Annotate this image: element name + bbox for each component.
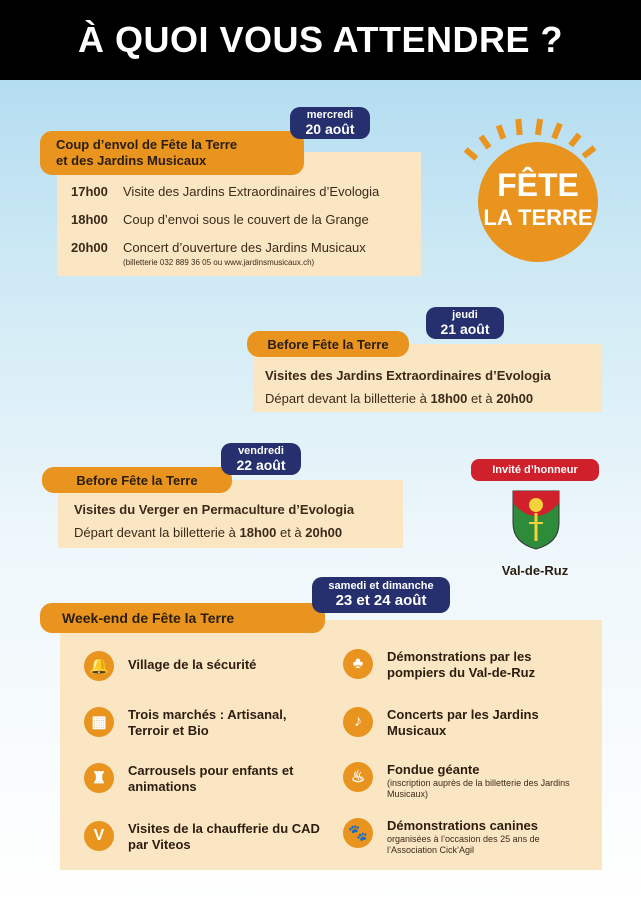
activity-item <box>84 821 324 853</box>
viteos-icon: V <box>84 821 114 851</box>
activity-title <box>387 818 588 856</box>
section1-title-line1: Coup d’envol de Fête la Terre <box>56 137 238 152</box>
bell-icon: 🔔 <box>84 651 114 681</box>
schedule-text: Coup d’envoi sous le couvert de la Grange <box>123 212 369 227</box>
activity-title <box>387 762 588 800</box>
section2-joiner: et à <box>467 391 497 406</box>
guest-of-honour-name: Val-de-Ruz <box>501 563 569 578</box>
section3-line1: Visites du Verger en Permaculture d’Evologia <box>74 502 355 517</box>
section3-line2-prefix: Départ devant la billetterie à <box>74 525 240 540</box>
activity-title: Trois marchés : Artisanal, Terroir et Bio <box>128 707 287 738</box>
section2-line2-prefix: Départ devant la billetterie à <box>265 391 431 406</box>
section4-title: Week-end de Fête la Terre <box>40 603 325 633</box>
section1-date-badge <box>290 107 370 139</box>
section2-title: Before Fête la Terre <box>247 331 409 357</box>
dog-icon: 🐾 <box>343 818 373 848</box>
schedule-row <box>71 212 369 227</box>
section2-line2 <box>265 391 533 406</box>
activity-title-text: Fondue géante <box>387 762 480 777</box>
guest-of-honour-badge: Invité d’honneur <box>471 459 599 481</box>
section1-title-line2: et des Jardins Musicaux <box>56 153 207 168</box>
activity-title: Visites de la chaufferie du CAD par Viteos <box>128 821 320 852</box>
logo-line1: FÊTE <box>497 167 579 203</box>
badge-day: jeudi <box>452 309 478 321</box>
section2-time1: 18h00 <box>430 391 468 406</box>
section3-title: Before Fête la Terre <box>42 467 232 493</box>
activity-title: Carrousels pour enfants et animations <box>128 763 294 794</box>
fondue-icon: ♨ <box>343 762 373 792</box>
music-note-icon: ♪ <box>343 707 373 737</box>
badge-day: vendredi <box>238 445 284 457</box>
ticket-note: (billetterie 032 889 36 05 ou www.jardinsmusicaux.ch) <box>123 258 315 267</box>
section2-time2: 20h00 <box>496 391 534 406</box>
section1-title <box>40 131 304 175</box>
logo-line2: LA TERRE <box>483 205 593 230</box>
activity-item <box>343 818 588 856</box>
activity-subtitle: organisées à l’occasion des 25 ans de l’Association Cick’Agil <box>387 834 540 855</box>
schedule-row <box>71 240 366 255</box>
activity-title: Village de la sécurité <box>128 657 257 672</box>
badge-day: samedi et dimanche <box>328 580 434 592</box>
section3-line2 <box>74 525 342 540</box>
activity-item <box>84 707 324 739</box>
section4-date-badge <box>312 577 450 613</box>
schedule-text: Concert d’ouverture des Jardins Musicaux <box>123 240 366 255</box>
badge-date: 20 août <box>305 121 355 137</box>
tree-icon: ♣ <box>343 649 373 679</box>
section3-time1: 18h00 <box>239 525 277 540</box>
schedule-time: 17h00 <box>71 184 108 199</box>
schedule-text: Visite des Jardins Extraordinaires d’Evologia <box>123 184 380 199</box>
activity-title-text: Démonstrations canines <box>387 818 538 833</box>
schedule-time: 20h00 <box>71 240 108 255</box>
activity-item <box>84 651 324 681</box>
badge-date: 21 août <box>440 321 490 337</box>
section3-date-badge <box>221 443 301 475</box>
activity-subtitle: (inscription auprès de la billetterie des Jardins Musicaux) <box>387 778 570 799</box>
val-de-ruz-coat-of-arms <box>511 489 561 551</box>
section2-date-badge <box>426 307 504 339</box>
activity-item <box>84 763 324 795</box>
badge-date: 23 et 24 août <box>335 592 427 609</box>
badge-date: 22 août <box>236 457 286 473</box>
activity-item <box>343 707 588 739</box>
section2-line1: Visites des Jardins Extraordinaires d’Evologia <box>265 368 551 383</box>
carousel-icon: ♜ <box>84 763 114 793</box>
activity-title: Concerts par les Jardins Musicaux <box>387 707 539 738</box>
activity-item <box>343 649 588 681</box>
activity-item <box>343 762 588 800</box>
section3-time2: 20h00 <box>305 525 343 540</box>
schedule-time: 18h00 <box>71 212 108 227</box>
market-stall-icon: ▦ <box>84 707 114 737</box>
schedule-row <box>71 184 379 199</box>
section3-joiner: et à <box>276 525 306 540</box>
badge-day: mercredi <box>306 109 354 121</box>
page-title: À QUOI VOUS ATTENDRE ? <box>0 0 641 80</box>
activity-title: Démonstrations par les pompiers du Val-de-Ruz <box>387 649 536 680</box>
